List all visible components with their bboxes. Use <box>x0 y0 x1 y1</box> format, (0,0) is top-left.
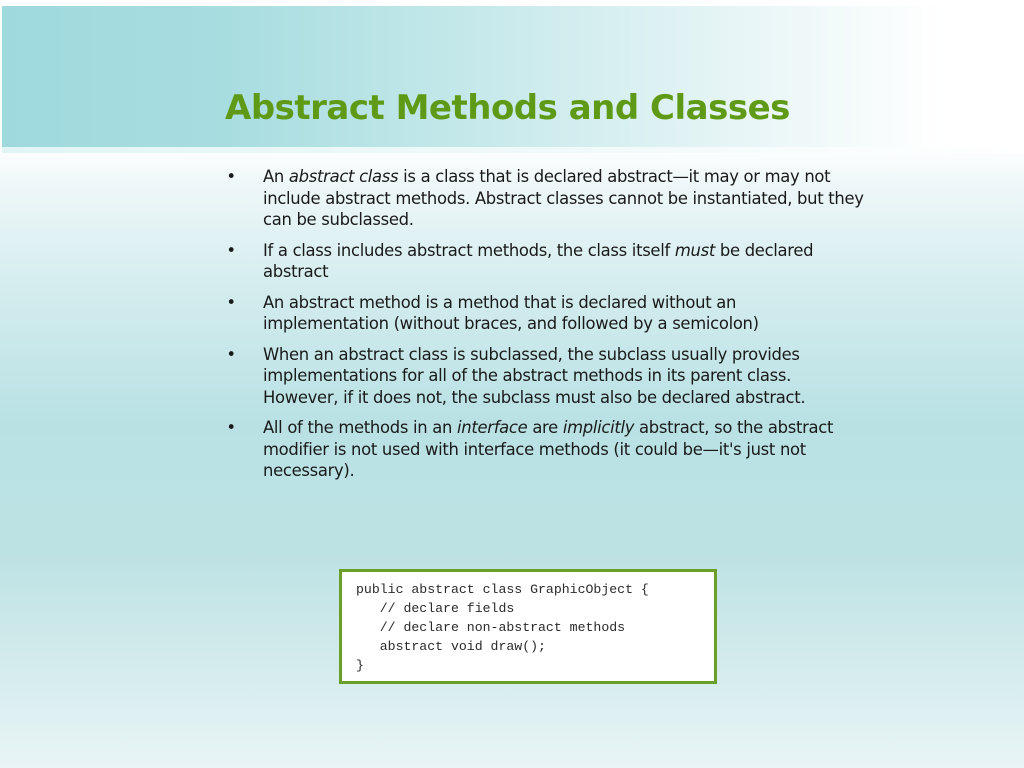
code-line: // declare non-abstract methods <box>356 620 626 635</box>
bullet-text: be declared abstract <box>263 240 814 281</box>
bullet-icon: • <box>226 344 236 364</box>
code-line: abstract void draw(); <box>356 639 546 654</box>
bullet-text: is a class that is declared abstract—it may or may not include abstract methods. Abstract classes cannot be instantiated, but they can be subclassed. <box>263 167 864 229</box>
bullet-item <box>225 344 865 409</box>
slide-title: Abstract Methods and Classes <box>225 88 790 128</box>
bullet-icon: • <box>226 240 236 260</box>
bullet-icon: • <box>226 418 236 437</box>
bullet-text: abstract, so the abstract modifier is not used with interface methods (it could be—it's just not necessary). <box>263 418 834 480</box>
bullet-icon: • <box>226 167 236 186</box>
banner-divider <box>2 147 1024 153</box>
bullet-item <box>225 417 865 482</box>
bullet-text-emphasis: abstract class <box>288 167 399 186</box>
bullet-item <box>225 240 865 283</box>
bullet-text: All of the methods in an <box>263 418 457 437</box>
bullet-text-emphasis: implicitly <box>562 418 635 437</box>
bullet-text: An abstract method is a method that is declared without an implementation (without braces, and followed by a semicolon) <box>263 292 759 333</box>
code-snippet <box>342 572 714 675</box>
bullet-text: If a class includes abstract methods, the class itself <box>263 240 675 260</box>
bullet-text-emphasis: interface <box>457 418 528 437</box>
bullet-item <box>225 292 865 335</box>
bullet-list <box>225 166 865 491</box>
bullet-icon: • <box>226 292 236 312</box>
code-line: // declare fields <box>356 601 515 616</box>
bullet-text: are <box>527 418 563 437</box>
bullet-text: When an abstract class is subclassed, the subclass usually provides implementations for all of the abstract methods in its parent class. However, if it does not, the subclass must also be declared abstract. <box>263 344 806 407</box>
code-example-box <box>339 569 717 684</box>
code-line: } <box>356 658 364 673</box>
bullet-item <box>225 166 865 231</box>
bullet-text-emphasis: must <box>674 240 715 260</box>
code-line: public abstract class GraphicObject { <box>356 582 649 597</box>
bullet-text: An <box>263 167 289 186</box>
